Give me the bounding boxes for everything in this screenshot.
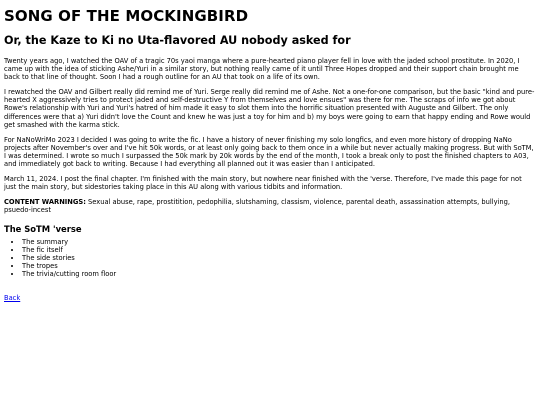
intro-paragraph-2: I rewatched the OAV and Gilbert really did remind me of Yuri. Serge really did remind me of Ashe. Not a one-for-one comparison, but the basic "kind and pure-hearted X aggressively tries to protect jaded and self-destructive Y from themselves and love ensues" was there for me. The scraps of info we got about Rowe's relationship with Yuri and Yuri's hatred of him made it easy to slot them into the horrific situation presented with Auguste and Gilbert. The only differences were that a) Yuri didn't love the Count and knew he was just a toy for him and b) my boys were going to earn that happy ending and Rowe would get smashed with the karma stick. (4, 88, 535, 129)
verse-item-fic: • The fic itself (22, 246, 535, 254)
verse-item-tropes: • The tropes (22, 262, 535, 270)
content-warnings-label: CONTENT WARNINGS: (4, 198, 86, 207)
intro-paragraph-1: Twenty years ago, I watched the OAV of a tragic 70s yaoi manga where a pure-hearted piano player fell in love with the jaded school prostitute. In 2020, I came up with the idea of sticking Ashe/Yuri in a similar story, but nothing really came of it until Three Hopes dropped and their support chain brought me back to that line of thought. Soon I had a rough outline for an AU that took on a life of its own. (4, 57, 520, 82)
intro-paragraph-3: For NaNoWriMo 2023 I decided I was going to write the fic. I have a history of never finishing my solo longfics, and even more history of dropping NaNo projects after November's over and I've hit 50k words, or at least only going back to them once in a while but never actually making progress. But with SoTM, I was determined. I wrote so much I surpassed the 50k mark by 20k words by the end of the month, I took a break only to post the finished chapters to A03, and immediately got back to writing. Because I had everything all planned out it was easier than I anticipated. (4, 135, 534, 169)
verse-item-side-stories: • The side stories (22, 254, 535, 262)
content-warnings-text: Sexual abuse, rape, prostitition, pedophilia, slutshaming, classism, violence, parental death, assassination attempts, bullying, psuedo-incest (4, 198, 510, 215)
verse-heading: The SoTM 'verse (4, 223, 82, 234)
page-title: SONG OF THE MOCKINGBIRD (4, 7, 249, 25)
page-subtitle: Or, the Kaze to Ki no Uta-flavored AU nobody asked for (4, 34, 351, 47)
verse-item-trivia: • The trivia/cutting room floor (22, 270, 535, 278)
verse-list (4, 238, 535, 278)
content-warnings (4, 198, 535, 214)
back-link[interactable]: Back (4, 293, 21, 302)
intro-paragraph-4: March 11, 2024. I post the final chapter. I'm finished with the main story, but nowhere near finished with the 'verse. Therefore, I've made this page for not just the main story, but sidestories taking place in this AU along with various tidbits and information. (4, 175, 522, 192)
verse-item-summary: • The summary (22, 238, 535, 246)
